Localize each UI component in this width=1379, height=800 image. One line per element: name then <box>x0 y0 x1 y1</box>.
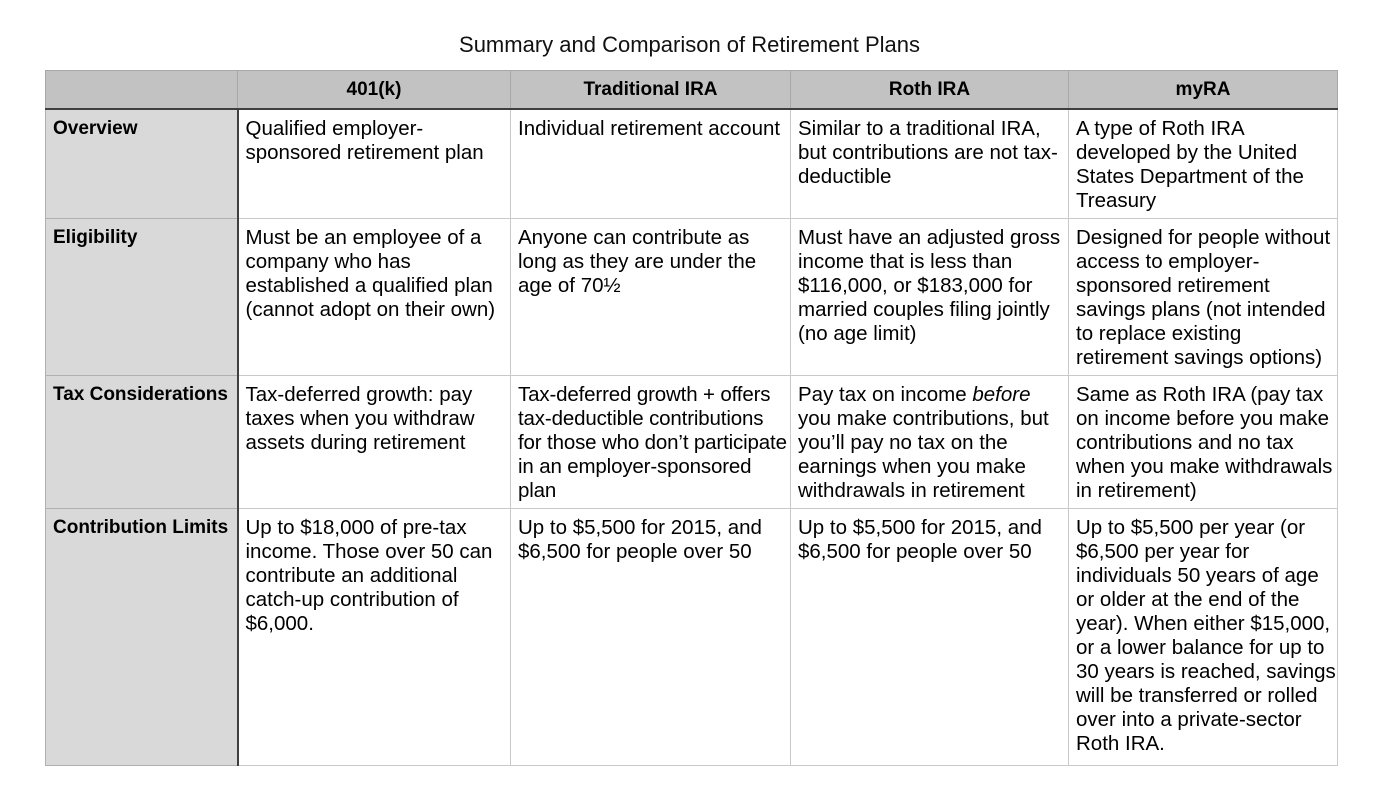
column-header-myra: myRA <box>1069 71 1338 110</box>
table-cell: Similar to a traditional IRA, but contributions are not tax-deductible <box>791 109 1069 218</box>
table-row-contribution-limits <box>46 508 1338 765</box>
table-cell: Up to $18,000 of pre-tax income. Those over 50 can contribute an additional catch-up contribution of $6,000. <box>238 508 511 765</box>
cell-text-italic: before <box>972 382 1031 406</box>
row-label-overview: Overview <box>46 109 238 218</box>
table-cell: Tax-deferred growth + offers tax-deductible contributions for those who don’t participate in an employer-sponsored plan <box>511 375 791 508</box>
table-cell: Anyone can contribute as long as they are under the age of 70½ <box>511 218 791 375</box>
cell-text: Pay tax on income <box>798 382 973 406</box>
row-label-contribution-limits: Contribution Limits <box>46 508 238 765</box>
table-cell: Must be an employee of a company who has established a qualified plan (cannot adopt on their own) <box>238 218 511 375</box>
table-cell: Up to $5,500 per year (or $6,500 per year for individuals 50 years of age or older at the end of the year). When either $15,000, or a lower balance for up to 30 years is reached, savings will be transferred or rolled over into a private-sector Roth IRA. <box>1069 508 1338 765</box>
table-row-tax-considerations <box>46 375 1338 508</box>
table-cell: Designed for people without access to employer-sponsored retirement savings plans (not intended to replace existing retirement savings options) <box>1069 218 1338 375</box>
corner-cell <box>46 71 238 110</box>
column-header-traditional-ira: Traditional IRA <box>511 71 791 110</box>
table-row-eligibility <box>46 218 1338 375</box>
column-header-roth-ira: Roth IRA <box>791 71 1069 110</box>
table-row-overview <box>46 109 1338 218</box>
retirement-plans-comparison-table <box>45 70 1338 766</box>
cell-text: you make contributions, but you’ll pay no tax on the earnings when you make withdrawals in retirement <box>798 406 1049 502</box>
table-cell: Tax-deferred growth: pay taxes when you withdraw assets during retirement <box>238 375 511 508</box>
table-cell: Qualified employer-sponsored retirement plan <box>238 109 511 218</box>
table-cell: Up to $5,500 for 2015, and $6,500 for people over 50 <box>511 508 791 765</box>
table-cell: Must have an adjusted gross income that is less than $116,000, or $183,000 for married couples filing jointly (no age limit) <box>791 218 1069 375</box>
table-cell: Individual retirement account <box>511 109 791 218</box>
row-label-eligibility: Eligibility <box>46 218 238 375</box>
table-cell <box>791 375 1069 508</box>
table-cell: Same as Roth IRA (pay tax on income before you make contributions and no tax when you make withdrawals in retirement) <box>1069 375 1338 508</box>
column-header-401k: 401(k) <box>238 71 511 110</box>
table-cell: A type of Roth IRA developed by the United States Department of the Treasury <box>1069 109 1338 218</box>
header-row <box>46 71 1338 110</box>
table-cell: Up to $5,500 for 2015, and $6,500 for people over 50 <box>791 508 1069 765</box>
page-title: Summary and Comparison of Retirement Plans <box>459 32 920 57</box>
row-label-tax-considerations: Tax Considerations <box>46 375 238 508</box>
